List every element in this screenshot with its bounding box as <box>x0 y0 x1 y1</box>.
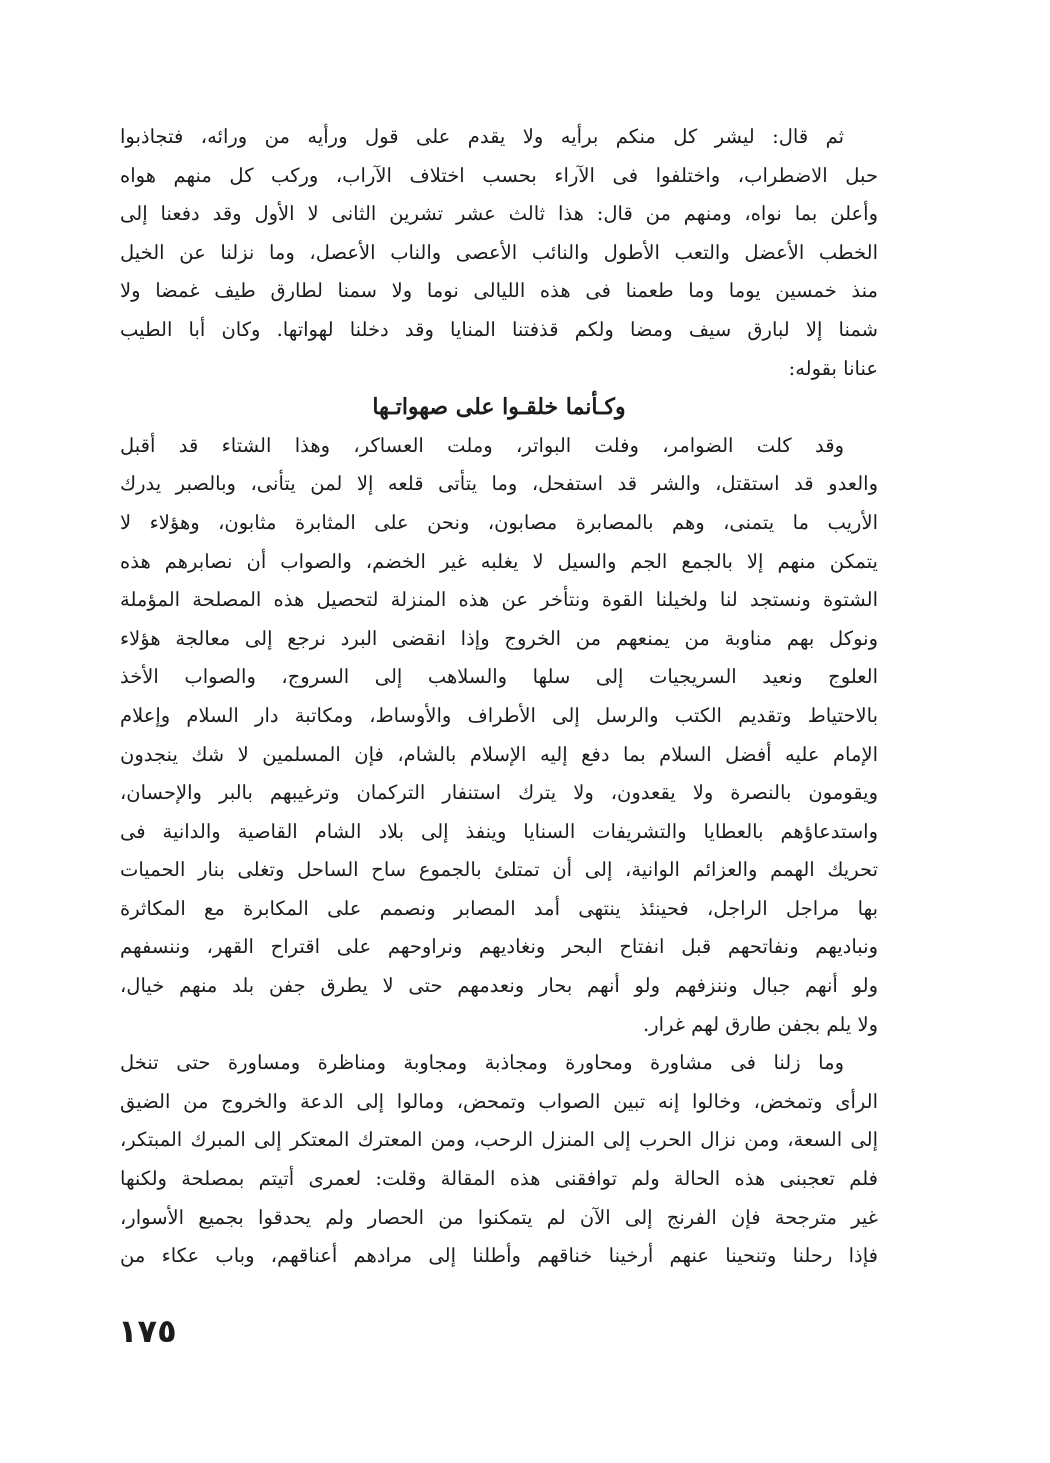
text-line: ونوكل بهم مناوبة من يمنعهم من الخروج وإذا انقضى البرد نرجع إلى معالجة هؤلاء <box>120 626 878 650</box>
text-line: ولا يلم بجفن طارق لهم غرار. <box>642 1012 878 1036</box>
text-line: تحريك الهمم والعزائم الوانية، إلى أن تمتلئ بالجموع ساح الساحل وتغلى بنار الحميات <box>120 858 878 882</box>
paragraph-2 <box>120 427 878 1045</box>
text-line: ويقومون بالنصرة ولا يقعدون، ولا يترك استنفار التركمان وترغيبهم بالبر والإحسان، <box>120 781 878 805</box>
text-line: يتمكن منهم إلا بالجمع الجم والسيل لا يغلبه غير الخضم، والصواب أن نصابرهم هذه <box>120 549 878 573</box>
text-line: بالاحتياط وتقديم الكتب والرسل إلى الأطراف والأوساط، ومكاتبة دار السلام وإعلام <box>120 703 878 727</box>
paragraph-3 <box>120 1044 878 1276</box>
text-line: ولو أنهم جبال وننزفهم ولو أنهم بحار ونعدمهم حتى لا يطرق جفن بلد منهم خيال، <box>120 974 878 998</box>
text-line: ثم قال: ليشر كل منكم برأيه ولا يقدم على قول ورأيه من ورائه، فتجاذبوا <box>120 125 844 148</box>
text-line: بها مراجل الراجل، فحينئذ ينتهى أمد المصابر ونصمم على المكابرة مع المكاثرة <box>120 896 878 920</box>
page-number: ١٧٥ <box>118 1312 177 1350</box>
text-line: الرأى وتمخض، وخالوا إنه تبين الصواب وتمحض، ومالوا إلى الدعة والخروج من الضيق <box>120 1089 878 1113</box>
text-line: والعدو قد استقتل، والشر قد استفحل، وما يتأتى قلعه إلا لمن يتأنى، وبالصبر يدرك <box>120 472 878 496</box>
text-line: وما زلنا فى مشاورة ومحاورة ومجاذبة ومجاوبة ومناظرة ومساورة حتى تنخل <box>120 1051 844 1075</box>
text-line: فلم تعجبنى هذه الحالة ولم توافقنى هذه المقالة وقلت: لعمرى أتيتم بمصلحة ولكنها <box>120 1167 878 1191</box>
text-line: عنانا بقوله: <box>788 356 878 380</box>
text-line: العلوج ونعيد السريجيات إلى سلها والسلاهب إلى السروج، والصواب الأخذ <box>120 665 878 689</box>
text-line: حبل الاضطراب، واختلفوا فى الآراء بحسب اختلاف الآراب، وركب كل منهم هواه <box>120 163 878 187</box>
text-line: الأريب ما يتمنى، وهم بالمصابرة مصابون، ونحن على المثابرة مثابون، وهؤلاء لا <box>120 510 878 534</box>
text-line: منذ خمسين يوما وما طعمنا فى هذه الليالى نوما ولا سمنا لطارق طيف غمضا ولا <box>120 279 878 303</box>
text-line: فإذا رحلنا وتنحينا عنهم أرخينا خناقهم وأطلنا إلى مرادهم أعناقهم، وباب عكاء من <box>120 1244 878 1268</box>
poetry-verse: وكـأنما خلقـوا على صهواتـها <box>372 394 626 421</box>
text-line: الإمام عليه أفضل السلام بما دفع إليه الإسلام بالشام، فإن المسلمين لا شك ينجدون <box>120 742 878 766</box>
page-body <box>120 118 878 1276</box>
text-line: وقد كلت الضوامر، وفلت البواتر، وملت العساكر، وهذا الشتاء قد أقبل <box>120 433 844 457</box>
text-line: الخطب الأعضل والتعب الأطول والنائب الأعصى والناب الأعصل، وما نزلنا عن الخيل <box>120 240 878 264</box>
text-line: شمنا إلا لبارق سيف ومضا ولكم قذفتنا المنايا وقد دخلنا لهواتها. وكان أبا الطيب <box>120 317 878 341</box>
text-line: وأعلن بما نواه، ومنهم من قال: هذا ثالث عشر تشرين الثانى لا الأول وقد دفعنا إلى <box>120 202 878 226</box>
text-line: ونباديهم ونفاتحهم قبل انفتاح البحر ونغاديهم ونراوحهم على اقتراح القهر، وننسفهم <box>120 935 878 959</box>
text-line: واستدعاؤهم بالعطايا والتشريفات السنايا وينفذ إلى بلاد الشام القاصية والدانية فى <box>120 819 878 843</box>
text-line: الشتوة ونستجد لنا ولخيلنا القوة ونتأخر عن هذه المنزلة لتحصيل هذه المصلحة المؤملة <box>120 588 878 612</box>
text-line: غير مترجحة فإن الفرنج إلى الآن لم يتمكنوا من الحصار ولم يحدقوا بجميع الأسوار، <box>120 1205 878 1229</box>
text-line: إلى السعة، ومن نزال الحرب إلى المنزل الرحب، ومن المعترك المعتكر إلى المبرك المبتكر، <box>120 1128 878 1152</box>
paragraph-1 <box>120 118 878 388</box>
